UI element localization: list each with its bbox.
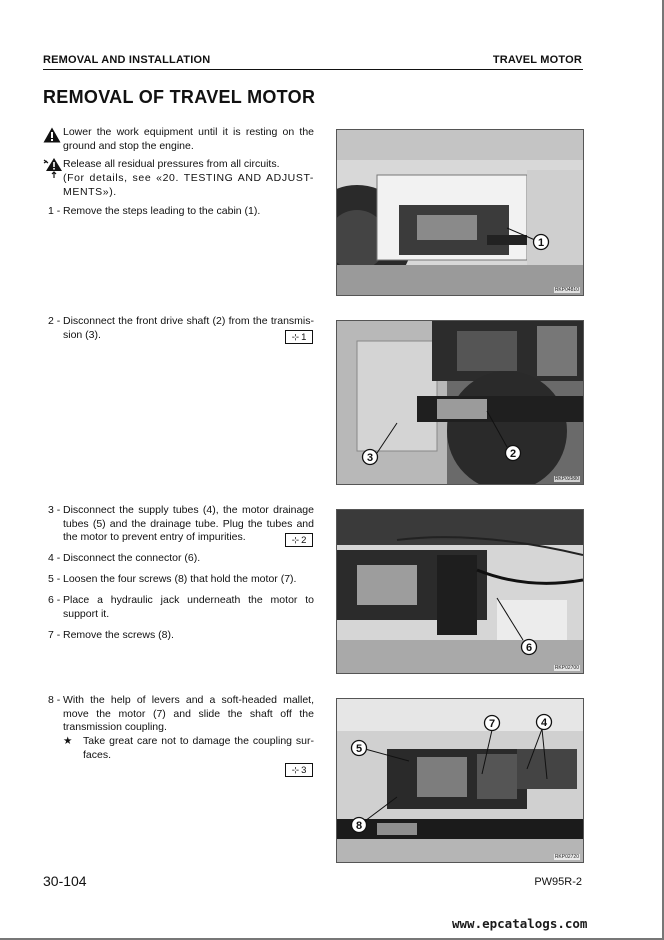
step-number: 1 - (48, 205, 61, 217)
callout-6: 6 (525, 642, 533, 654)
step-number: 3 - (48, 504, 61, 516)
step-number: 5 - (48, 573, 61, 585)
step-text: Place a hydraulic jack underneath the motor to support it. (63, 594, 314, 620)
page-number: 30-104 (43, 873, 87, 889)
step-number: 6 - (48, 594, 61, 606)
callout-1: 1 (537, 237, 545, 249)
callout-2: 2 (509, 448, 517, 460)
warning-triangle-icon (43, 127, 61, 143)
photo-code: RKP04810 (554, 287, 579, 293)
reference-mark-1: ⊹ 1 (285, 330, 313, 344)
callout-3: 3 (366, 452, 374, 464)
step-number: 8 - (48, 694, 61, 706)
pressure-text: Release all residual pressures from all circuits. (63, 158, 280, 170)
watermark: www.epcatalogs.com (452, 916, 588, 931)
callout-5: 5 (355, 743, 363, 755)
photo-code: RKP02700 (554, 665, 579, 671)
note-star-icon: ★ (63, 735, 73, 747)
callout-4: 4 (540, 717, 548, 729)
callout-8: 8 (355, 820, 363, 832)
reference-icon: ⊹ (291, 332, 300, 342)
photo-motor-connector (336, 509, 584, 674)
pressure-warning-icon (43, 157, 63, 179)
photo-code: RKP02720 (554, 854, 579, 860)
reference-icon: ⊹ (291, 765, 300, 775)
photo-motor-removal-illustration (337, 699, 583, 862)
photo-cabin-steps (336, 129, 584, 296)
photo-drive-shaft-illustration (337, 321, 583, 484)
header-section: REMOVAL AND INSTALLATION (43, 54, 211, 66)
step-number: 4 - (48, 552, 61, 564)
step-text: Loosen the four screws (8) that hold the motor (7). (63, 573, 297, 585)
header-topic: TRAVEL MOTOR (492, 54, 582, 66)
callout-7: 7 (488, 718, 496, 730)
step-number: 2 - (48, 315, 61, 327)
step-text: With the help of levers and a soft-headed mallet, move the motor (7) and slide the shaft off the transmission coupling. (63, 694, 314, 733)
header-rule (43, 69, 583, 70)
step-text: Remove the steps leading to the cabin (1). (63, 205, 261, 217)
pressure-reference: (For details, see «20. TESTING AND ADJUST-MENTS»). (63, 172, 314, 198)
model-code: PW95R-2 (534, 876, 582, 888)
reference-mark-2: ⊹ 2 (285, 533, 313, 547)
step-text: Disconnect the connector (6). (63, 552, 201, 564)
step-8-note: Take great care not to damage the coupling sur-faces. (83, 735, 314, 761)
photo-motor-connector-illustration (337, 510, 583, 673)
page-title: REMOVAL OF TRAVEL MOTOR (43, 87, 316, 107)
step-text: Disconnect the front drive shaft (2) from the transmis-sion (3). (63, 315, 314, 341)
photo-code: RKP02580 (554, 476, 579, 482)
step-text: Remove the screws (8). (63, 629, 174, 641)
step-text: Disconnect the supply tubes (4), the motor drainage tubes (5) and the drainage tube. Plug the tubes and the motor to prevent entry of impurities. (63, 504, 314, 543)
warning-text: Lower the work equipment until it is resting on the ground and stop the engine. (63, 126, 314, 152)
reference-icon: ⊹ (291, 535, 300, 545)
reference-mark-3: ⊹ 3 (285, 763, 313, 777)
photo-cabin-steps-illustration (337, 130, 583, 295)
step-number: 7 - (48, 629, 61, 641)
photo-motor-removal (336, 698, 584, 863)
photo-drive-shaft (336, 320, 584, 485)
